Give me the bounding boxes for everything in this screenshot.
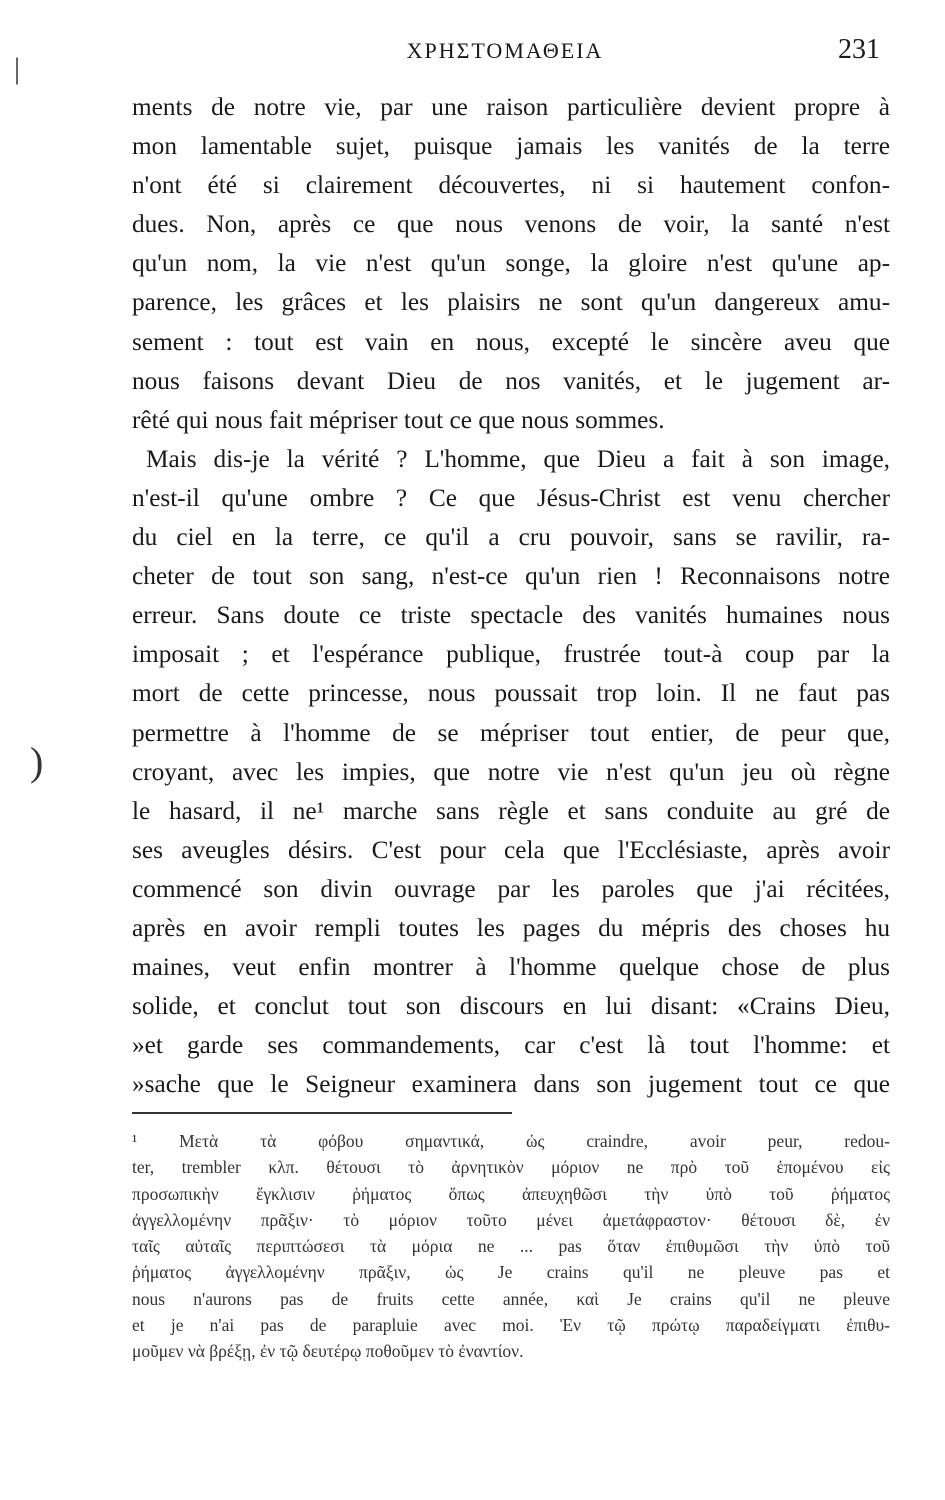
footnote-line: ter, trembler κλπ. θέτουσι τὸ ἀρνητικὸν μόριον ne πρὸ τοῦ ἑπομένου εἰς	[132, 1157, 890, 1178]
body-line: Mais dis-je la vérité ? L'homme, que Dieu a fait à son image,	[146, 444, 890, 473]
footnote	[132, 1128, 890, 1365]
footnote-line: ταῖς αὐταῖς περιπτώσεσι τὰ μόρια ne ... pas ὅταν ἐπιθυμῶσι τὴν ὑπὸ τοῦ	[132, 1236, 890, 1257]
margin-mark-top: |	[14, 52, 21, 85]
body-line: parence, les grâces et les plaisirs ne sont qu'un dangereux amu-	[132, 288, 890, 317]
footnote-line: ἀγγελλομένην πρᾶξιν· τὸ μόριον τοῦτο μένει ἀμετάφραστον· θέτουσι δὲ, ἐν	[132, 1209, 890, 1230]
footnote-line: ¹ Μετὰ τὰ φόβου σημαντικά, ὡς craindre, avoir peur, redou-	[132, 1131, 890, 1151]
footnote-line: μοῦμεν νὰ βρέξῃ, ἐν τῷ δευτέρῳ ποθοῦμεν τὸ ἐναντίον.	[132, 1341, 524, 1362]
body-line: imposait ; et l'espérance publique, frustrée tout-à coup par la	[132, 640, 890, 669]
body-line: »sache que le Seigneur examinera dans son jugement tout ce que	[132, 1070, 890, 1099]
body-line: le hasard, il ne¹ marche sans règle et sans conduite au gré de	[132, 796, 890, 825]
body-line: qu'un nom, la vie n'est qu'un songe, la gloire n'est qu'une ap-	[132, 249, 890, 278]
body-line: sement : tout est vain en nous, excepté le sincère aveu que	[132, 327, 890, 356]
body-line: permettre à l'homme de se mépriser tout entier, de peur que,	[132, 718, 890, 747]
body-line: après en avoir rempli toutes les pages du mépris des choses hu	[132, 913, 890, 942]
body-line: »et garde ses commandements, car c'est là tout l'homme: et	[132, 1031, 890, 1060]
page-header	[130, 34, 880, 74]
body-line: croyant, avec les impies, que notre vie n'est qu'un jeu où règne	[132, 757, 890, 786]
body-line: ments de notre vie, par une raison particulière devient propre à	[132, 93, 890, 121]
footnote-line: nous n'aurons pas de fruits cette année, καὶ Je crains qu'il ne pleuve	[132, 1288, 890, 1309]
body-line: dues. Non, après ce que nous venons de voir, la santé n'est	[132, 210, 890, 239]
footnote-line: et je n'ai pas de parapluie avec moi. Ἐν τῷ πρώτῳ παραδείγματι ἐπιθυ-	[132, 1315, 890, 1336]
body-line: mort de cette princesse, nous poussait trop loin. Il ne faut pas	[132, 679, 890, 708]
body-line: n'ont été si clairement découvertes, ni si hautement confon-	[132, 171, 890, 200]
body-line: du ciel en la terre, ce qu'il a cru pouvoir, sans se ravilir, ra-	[132, 523, 890, 552]
body-line: commencé son divin ouvrage par les paroles que j'ai récitées,	[132, 874, 890, 903]
footnote-rule	[132, 1112, 512, 1114]
body-line: maines, veut enfin montrer à l'homme quelque chose de plus	[132, 953, 890, 982]
body-line: ses aveugles désirs. C'est pour cela que l'Ecclésiaste, après avoir	[132, 835, 890, 864]
body-line: mon lamentable sujet, puisque jamais les vanités de la terre	[132, 132, 890, 161]
body-line: n'est-il qu'une ombre ? Ce que Jésus-Christ est venu chercher	[132, 483, 890, 512]
footnote-line: ῥήματος ἀγγελλομένην πρᾶξιν, ὡς Je crains qu'il ne pleuve pas et	[132, 1262, 890, 1283]
margin-mark-mid: )	[30, 739, 44, 784]
body-line: cheter de tout son sang, n'est-ce qu'un rien ! Reconnaisons notre	[132, 562, 890, 591]
body-line: nous faisons devant Dieu de nos vanités, et le jugement ar-	[132, 366, 890, 395]
body-line: rêté qui nous fait mépriser tout ce que nous sommes.	[132, 405, 665, 434]
page-number: 231	[838, 34, 880, 65]
body-line: erreur. Sans doute ce triste spectacle des vanités humaines nous	[132, 601, 890, 630]
footnote-line: προσωπικὴν ἔγκλισιν ῥήματος ὅπως ἀπευχηθῶσι τὴν ὑπὸ τοῦ ῥήματος	[132, 1183, 890, 1204]
running-title: ΧΡΗΣΤΟΜΑΘΕΙΑ	[406, 38, 604, 63]
body-line: solide, et conclut tout son discours en lui disant: «Crains Dieu,	[132, 992, 890, 1021]
body-text	[132, 88, 890, 1104]
